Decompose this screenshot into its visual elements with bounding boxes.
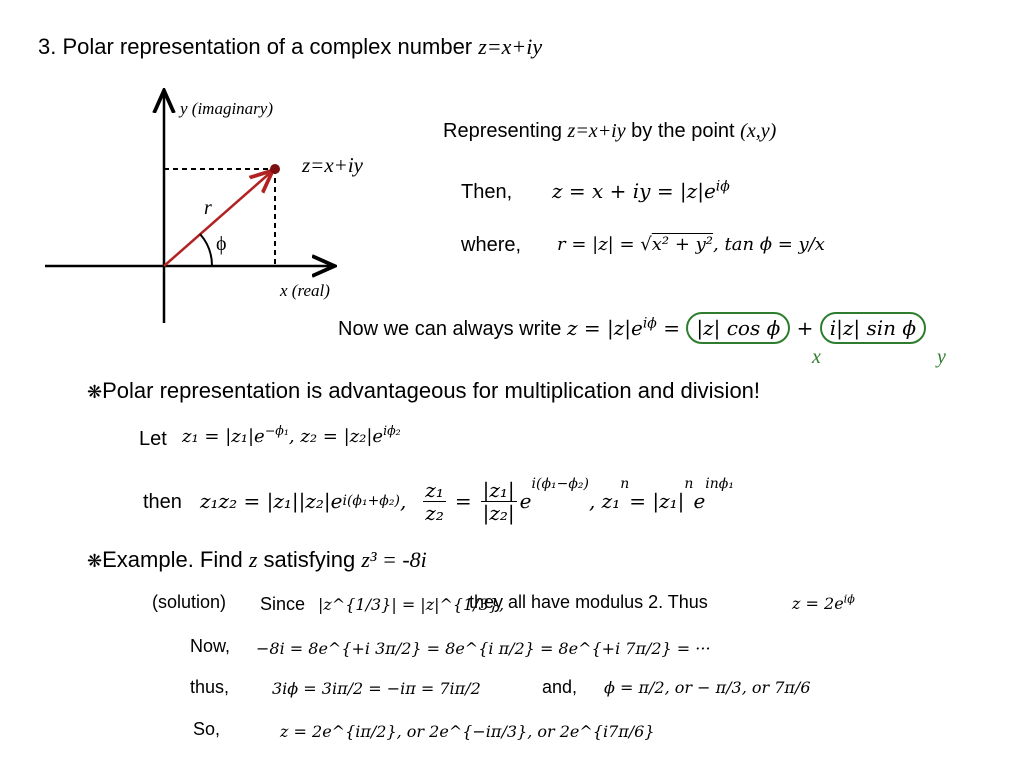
thus-equation bbox=[792, 594, 855, 613]
representing-line bbox=[443, 120, 776, 143]
complex-plane-diagram bbox=[40, 88, 400, 328]
power-rhs: = |z₁| bbox=[629, 489, 685, 513]
now-lhs: z = |z|e bbox=[566, 316, 643, 340]
now-prefix: Now we can always write bbox=[338, 318, 567, 340]
point-label: z=x+iy bbox=[302, 153, 363, 177]
example-z: z bbox=[248, 547, 258, 572]
thus-math-2: ϕ = π/2, or − π/3, or 7π/6 bbox=[604, 678, 811, 697]
modulus-numerator: |z₁| bbox=[482, 477, 515, 502]
then-equation bbox=[552, 179, 730, 203]
now-math: −8i = 8e^{+i 3π/2} = 8e^{i π/2} = 8e^{+i 7π/2} = ··· bbox=[256, 639, 711, 658]
so-math: z = 2e^{iπ/2}, or 2e^{−iπ/3}, or 2e^{i7π/6} bbox=[280, 722, 655, 741]
angle-label: ϕ bbox=[216, 233, 227, 255]
bullet-multiplication bbox=[87, 378, 760, 404]
representing-math: z=x+iy bbox=[567, 120, 626, 142]
now-plus: + bbox=[790, 316, 820, 340]
title-math: z=x+iy bbox=[478, 34, 543, 59]
example-prefix: Example. Find bbox=[102, 547, 249, 572]
where-math-1: r = |z| = √ bbox=[557, 234, 652, 255]
product-math: z₁z₂ = |z₁||z₂|e bbox=[200, 489, 343, 513]
cos-term-highlight: |z| cos ϕ bbox=[686, 312, 790, 344]
where-equation bbox=[557, 234, 825, 255]
let-math: z₁ = |z₁|e bbox=[182, 426, 265, 447]
bullet-icon: ❋ bbox=[87, 551, 103, 571]
representing-point: (x,y) bbox=[740, 120, 777, 142]
power-e: e bbox=[693, 489, 706, 513]
example-mid: satisfying bbox=[257, 547, 362, 572]
y-component-label: y bbox=[937, 346, 946, 368]
since-math: |z^{1/3}| = |z|^{1/3}, bbox=[318, 595, 505, 614]
now-line bbox=[338, 312, 926, 344]
let-equation bbox=[182, 423, 401, 447]
where-label: where, bbox=[461, 234, 522, 256]
point-z bbox=[270, 164, 280, 174]
bullet-icon: ❋ bbox=[87, 382, 103, 402]
quotient-eq: = bbox=[454, 489, 472, 513]
then-label: Then, bbox=[461, 181, 513, 203]
example-equation: z³ = -8i bbox=[361, 547, 427, 572]
so-label: So, bbox=[193, 719, 221, 739]
product-comma: , bbox=[399, 489, 407, 513]
fraction-numerator: z₁ bbox=[425, 477, 444, 502]
then-exp: iϕ bbox=[715, 178, 730, 195]
where-math-3: , tan ϕ = y/x bbox=[713, 234, 825, 255]
thus-label: thus, bbox=[190, 677, 230, 697]
let-label: Let bbox=[139, 428, 167, 450]
let-mid: , z₂ = |z₂|e bbox=[288, 426, 384, 447]
then-line-equation: z₁z₂ = |z₁||z₂|e i(ϕ₁+ϕ₂) , $\frac{\text{z₁}}{\text{z₂}}$ = $\frac{\text{|z₁|}}{\text{|z₂|}}$ e i(ϕ₁−ϕ₂) , z₁ n = |z₁| n e inϕ₁ bbox=[200, 476, 734, 525]
thus-math-1: 3iϕ = 3iπ/2 = −iπ = 7iπ/2 bbox=[272, 679, 481, 698]
modulus-fraction bbox=[481, 479, 517, 524]
thus-math: z = 2e bbox=[792, 594, 844, 613]
now-eq: = bbox=[656, 316, 687, 340]
bullet-example bbox=[87, 547, 427, 573]
thus-exp: iϕ bbox=[843, 592, 855, 606]
division-e: e bbox=[519, 489, 532, 513]
bullet-text: Polar representation is advantageous for multiplication and division! bbox=[102, 378, 761, 403]
fraction-denominator: z₂ bbox=[425, 500, 444, 525]
sin-term-highlight: i|z| sin ϕ bbox=[820, 312, 926, 344]
now-lhs-exp: iϕ bbox=[642, 315, 657, 332]
modulus-text: they all have modulus 2. Thus bbox=[469, 592, 708, 612]
representing-text: Representing bbox=[443, 120, 568, 142]
then-math: z = x + iy = |z|e bbox=[552, 179, 716, 203]
and-label: and, bbox=[542, 677, 578, 697]
let-exp1: −ϕ₁ bbox=[264, 423, 289, 438]
let-exp2: iϕ₂ bbox=[383, 423, 401, 438]
power-lhs: , z₁ bbox=[588, 489, 621, 513]
radius-label: r bbox=[204, 197, 212, 219]
solution-label: (solution) bbox=[152, 592, 227, 612]
then-line-label: then bbox=[143, 491, 182, 513]
slide-title bbox=[38, 34, 542, 60]
x-component-label: x bbox=[812, 346, 821, 368]
where-math-2: x² + y² bbox=[651, 234, 714, 255]
since-label: Since bbox=[260, 594, 306, 614]
x-axis-label: x (real) bbox=[280, 281, 330, 300]
representing-mid: by the point bbox=[625, 120, 741, 142]
quotient-fraction bbox=[423, 479, 446, 524]
now-label: Now, bbox=[190, 636, 231, 656]
y-axis-label: y (imaginary) bbox=[180, 99, 274, 118]
angle-arc bbox=[200, 234, 212, 266]
modulus-denominator: |z₂| bbox=[482, 500, 515, 525]
title-text: 3. Polar representation of a complex number bbox=[38, 34, 479, 59]
